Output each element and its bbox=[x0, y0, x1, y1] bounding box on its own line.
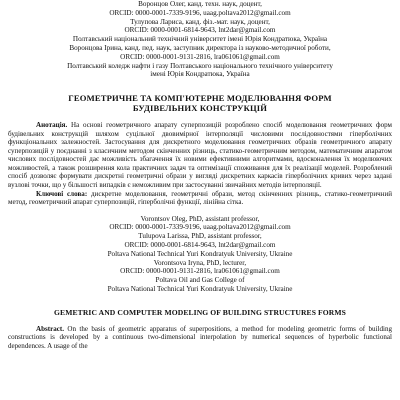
en-abstract-label: Abstract. bbox=[36, 324, 64, 333]
spacer bbox=[8, 317, 392, 325]
ua-author-line: Воронцов Олег, канд. техн. наук, доцент, bbox=[138, 0, 262, 8]
spacer bbox=[8, 294, 392, 308]
ua-keywords-label: Ключові слова: bbox=[36, 189, 88, 198]
ua-author-line: Полтавський національний технічний університет імені Юрія Кондратюка, Україна bbox=[72, 35, 328, 44]
en-abstract bbox=[8, 325, 392, 351]
ua-author-line: імені Юрія Кондратюка, Україна bbox=[150, 70, 250, 79]
ua-author-line: Тулупова Лариса, канд. фіз.-мат. наук, доцент, bbox=[130, 17, 270, 26]
ua-author-line: ORCID: 0000-0001-7339-9196, uaag.poltava2012@gmail.com bbox=[109, 8, 291, 17]
spacer bbox=[8, 79, 392, 93]
en-author-line: Poltava National Technical Yuri Kondratyuk University, Ukraine bbox=[107, 249, 293, 258]
ua-author-line: ORCID: 0000-0001-6814-9643, lnt2dar@gmail.com bbox=[124, 26, 276, 35]
en-author-block bbox=[8, 215, 392, 294]
ua-keywords-text: дискретне моделювання, геометричні образи, метод скінченних різниць, статико-геометричний метод, геометричний апарат суперпозицій, гіперболічні функції, лінійна сітка. bbox=[8, 189, 392, 207]
spacer bbox=[8, 113, 392, 121]
en-author-line: Vorontsov Oleg, PhD, assistant professor, bbox=[140, 214, 260, 223]
ua-paper-title bbox=[8, 93, 392, 113]
ua-abstract-label: Анотація. bbox=[36, 121, 68, 130]
en-author-line: ORCID: 0000-0001-9131-2816, lra061061@gmail.com bbox=[120, 267, 280, 276]
ua-abstract-text: На основі геометричного апарату суперпозицій розроблено спосіб моделювання геометричних форм будівельних конструкцій шляхом суцільної двовимірної інтерполяції числовими послідовностями гіперболічних функціональних залежностей. Застосування для дискретного моделювання геометричних образів геометричного апарату суперпозицій у поєднанні з класичним методом скінченних різниць, статико-геометричним методом, математичним апаратом числових послідовностей дає можливість збагачення їх новими ефективними алгоритмами, вдосконалення їх моделюючих можливостей, а також розширення кола практичних задач та оптимізації споживання для їх реалізації моделей. Розроблений спосіб дозволяє формувати дискретні геометричні образи у вигляді дискретних каркасів гіперболічних кривих через задані вузлові точки, що у більшості випадків є неможливим при застосуванні звичайних методів інтерполяції. bbox=[8, 121, 392, 189]
ua-author-line: Воронцова Ірина, канд. пед. наук, заступник директора із науково-методичної роботи, bbox=[69, 43, 331, 52]
ua-abstract bbox=[8, 121, 392, 189]
en-author-line: Vorontsova Iryna, PhD, lecturer, bbox=[153, 258, 247, 267]
en-author-line: Poltava Oil and Gas College of bbox=[155, 276, 245, 285]
en-abstract-text: On the basis of geometric apparatus of superpositions, a method for modeling geometric forms of building constructions is developed by a continuous two-dimensional interpolation by numerical sequences of hyperbolic functional dependences. A usage of the bbox=[8, 324, 392, 350]
ua-author-line: ORCID: 0000-0001-9131-2816, lra061061@gmail.com bbox=[120, 52, 280, 61]
ua-title-line: ГЕОМЕТРИЧНЕ ТА КОМП'ЮТЕРНЕ МОДЕЛЮВАННЯ ФОРМ bbox=[68, 93, 332, 104]
en-author-line: ORCID: 0000-0001-7339-9196, uaag.poltava2012@gmail.com bbox=[109, 223, 291, 232]
ua-author-line: Полтавський коледж нафти і газу Полтавського національного технічного університету bbox=[67, 61, 333, 70]
en-paper-title: GEMETRIC AND COMPUTER MODELING OF BUILDING STRUCTURES FORMS bbox=[54, 307, 346, 317]
ua-keywords bbox=[8, 190, 392, 207]
en-author-line: Poltava National Technical Yuri Kondratyuk University, Ukraine bbox=[107, 285, 293, 294]
en-author-line: ORCID: 0000-0001-6814-9643, lnt2dar@gmail.com bbox=[124, 241, 276, 250]
ua-title-line: БУДІВЕЛЬНИХ КОНСТРУКЦІЙ bbox=[132, 103, 268, 114]
spacer bbox=[8, 207, 392, 215]
ua-author-block bbox=[8, 0, 392, 79]
en-author-line: Tulupova Larissa, PhD, assistant professor, bbox=[138, 232, 262, 241]
paper-page bbox=[8, 0, 392, 350]
